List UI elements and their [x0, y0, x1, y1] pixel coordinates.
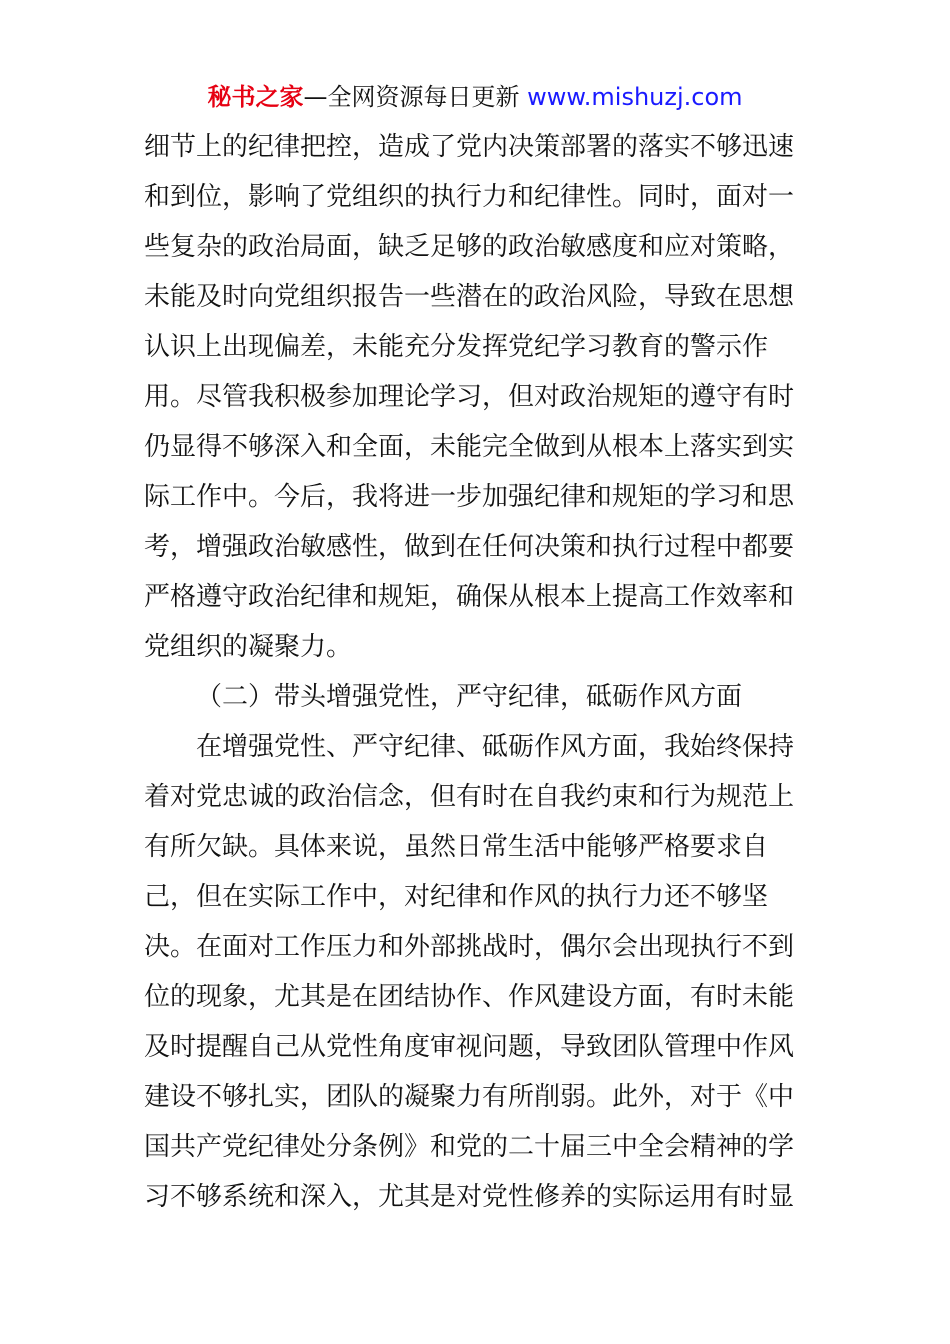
text-line: 和到位，影响了党组织的执行力和纪律性。同时，面对一 — [144, 182, 795, 212]
text-line: 着对党忠诚的政治信念，但有时在自我约束和行为规范上 — [144, 782, 795, 812]
text-line: 党组织的凝聚力。 — [144, 632, 353, 662]
text-line: 细节上的纪律把控，造成了党内决策部署的落实不够迅速 — [144, 132, 795, 162]
text-line: 位的现象，尤其是在团结协作、作风建设方面，有时未能 — [144, 982, 795, 1012]
site-url-link[interactable]: www.mishuzj.com — [527, 83, 743, 111]
page-header — [0, 80, 950, 114]
brand-name: 秘书之家 — [207, 83, 304, 111]
text-line: 用。尽管我积极参加理论学习，但对政治规矩的遵守有时 — [144, 382, 795, 412]
text-line: 及时提醒自己从党性角度审视问题，导致团队管理中作风 — [144, 1032, 795, 1062]
text-line: 决。在面对工作压力和外部挑战时，偶尔会出现执行不到 — [144, 932, 795, 962]
text-line: 未能及时向党组织报告一些潜在的政治风险，导致在思想 — [144, 282, 795, 312]
paragraph-start-line: 在增强党性、严守纪律、砥砺作风方面，我始终保持 — [196, 732, 795, 762]
text-line: 严格遵守政治纪律和规矩，确保从根本上提高工作效率和 — [144, 582, 795, 612]
text-line: 己，但在实际工作中，对纪律和作风的执行力还不够坚 — [144, 882, 769, 912]
text-line: 国共产党纪律处分条例》和党的二十届三中全会精神的学 — [144, 1132, 795, 1162]
text-line: 仍显得不够深入和全面，未能完全做到从根本上落实到实 — [144, 432, 795, 462]
text-line: 认识上出现偏差，未能充分发挥党纪学习教育的警示作 — [144, 332, 769, 362]
text-line: 建设不够扎实，团队的凝聚力有所削弱。此外，对于《中 — [144, 1082, 795, 1112]
text-line: 习不够系统和深入，尤其是对党性修养的实际运用有时显 — [144, 1182, 795, 1212]
text-line: 有所欠缺。具体来说，虽然日常生活中能够严格要求自 — [144, 832, 769, 862]
header-tagline: —全网资源每日更新 — [303, 83, 528, 111]
section-heading: （二）带头增强党性，严守纪律，砥砺作风方面 — [196, 682, 743, 712]
text-line: 考，增强政治敏感性，做到在任何决策和执行过程中都要 — [144, 532, 795, 562]
text-line: 际工作中。今后，我将进一步加强纪律和规矩的学习和思 — [144, 482, 795, 512]
document-body — [144, 122, 808, 1222]
text-line: 些复杂的政治局面，缺乏足够的政治敏感度和应对策略， — [144, 232, 795, 262]
